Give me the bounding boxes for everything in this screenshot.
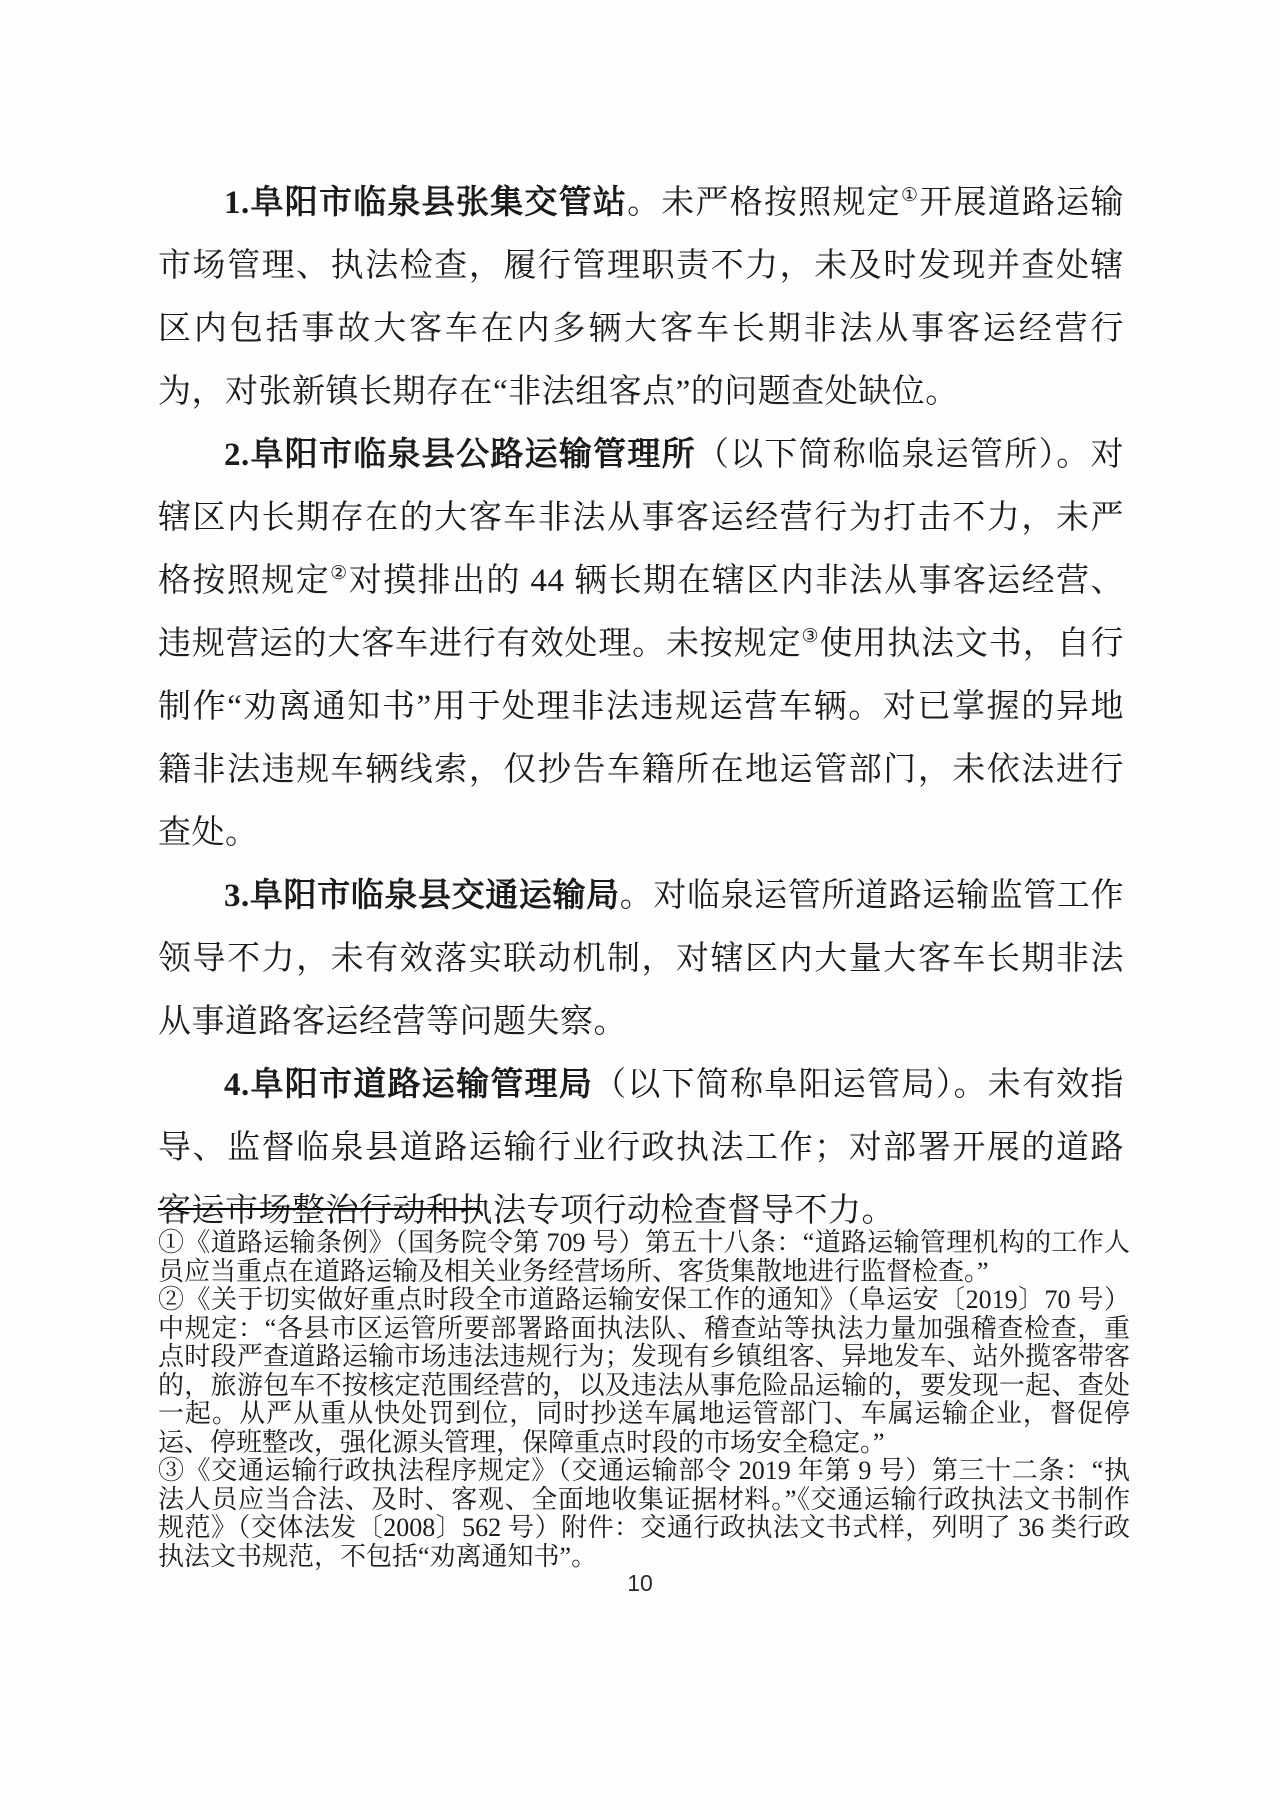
paragraph-2-text: （以下简称临泉运管所）。对辖区内长期存在的大客车非法从事客运经营行为打击不力，未严格按照规定 (158, 437, 1125, 599)
footnote-ref-2: ② (330, 563, 349, 584)
paragraph-2-text-cont2: 使用执法文书，自行制作“劝离通知书”用于处理非法违规运营车辆。对已掌握的异地籍非法违规车辆线索，仅抄告车籍所在地运管部门，未依法进行查处。 (158, 626, 1125, 851)
page-number: 10 (627, 1570, 653, 1596)
footnotes-section (158, 1229, 1130, 1571)
footnote-separator-line (158, 1208, 480, 1210)
paragraph-4 (158, 1054, 1124, 1243)
footnote-1: ①《道路运输条例》（国务院令第 709 号）第五十八条：“道路运输管理机构的工作人员应当重点在道路运输及相关业务经营场所、客货集散地进行监督检查。” (158, 1228, 1130, 1286)
document-body (158, 172, 1124, 1243)
paragraph-2-text-cont: 对摸排出的 44 辆长期在辖区内非法从事客运经营、违规营运的大客车进行有效处理。未按规定 (158, 563, 1125, 662)
paragraph-1-org-name: 1.阜阳市临泉县张集交管站 (224, 185, 628, 221)
paragraph-1-text-cont: 开展道路运输市场管理、执法检查，履行管理职责不力，未及时发现并查处辖区内包括事故大客车在内多辆大客车长期非法从事客运经营行为，对张新镇长期存在“非法组客点”的问题查处缺位。 (158, 185, 1124, 410)
footnote-3: ③《交通运输行政执法程序规定》（交通运输部令 2019 年第 9 号）第三十二条：“执法人员应当合法、及时、客观、全面地收集证据材料。”《交通运输行政执法文书制作规范》（交体法发〔2008〕562 号）附件：交通行政执法文书式样，列明了 36 类行政执法文书规范，不包括“劝离通知书”。 (158, 1456, 1130, 1571)
paragraph-1-text: 。未严格按照规定 (627, 185, 901, 221)
footnote-ref-3: ③ (801, 626, 820, 647)
paragraph-3-text: 。对临泉运管所道路运输监管工作领导不力，未有效落实联动机制，对辖区内大量大客车长期非法从事道路客运经营等问题失察。 (158, 878, 1124, 1040)
paragraph-3 (158, 865, 1124, 1054)
footnote-2: ②《关于切实做好重点时段全市道路运输安保工作的通知》（阜运安〔2019〕70 号）中规定：“各县市区运管所要部署路面执法队、稽查站等执法力量加强稽查检查，重点时段严查道路运输市场违法违规行为；发现有乡镇组客、异地发车、站外揽客带客的，旅游包车不按核定范围经营的，以及违法从事危险品运输的，要发现一起、查处一起。从严从重从快处罚到位，同时抄送车属地运管部门、车属运输企业，督促停运、停班整改，强化源头管理，保障重点时段的市场安全稳定。” (158, 1285, 1130, 1457)
paragraph-4-org-name: 4.阜阳市道路运输管理局 (224, 1067, 594, 1103)
paragraph-2-org-name: 2.阜阳市临泉县公路运输管理所 (224, 437, 696, 473)
paragraph-1 (158, 172, 1124, 424)
paragraph-3-org-name: 3.阜阳市临泉县交通运输局 (224, 878, 620, 914)
paragraph-4-text: （以下简称阜阳运管局）。未有效指导、监督临泉县道路运输行业行政执法工作；对部署开展的道路客运市场整治行动和执法专项行动检查督导不力。 (158, 1067, 1125, 1229)
paragraph-2 (158, 424, 1124, 865)
footnote-ref-1: ① (900, 185, 920, 206)
